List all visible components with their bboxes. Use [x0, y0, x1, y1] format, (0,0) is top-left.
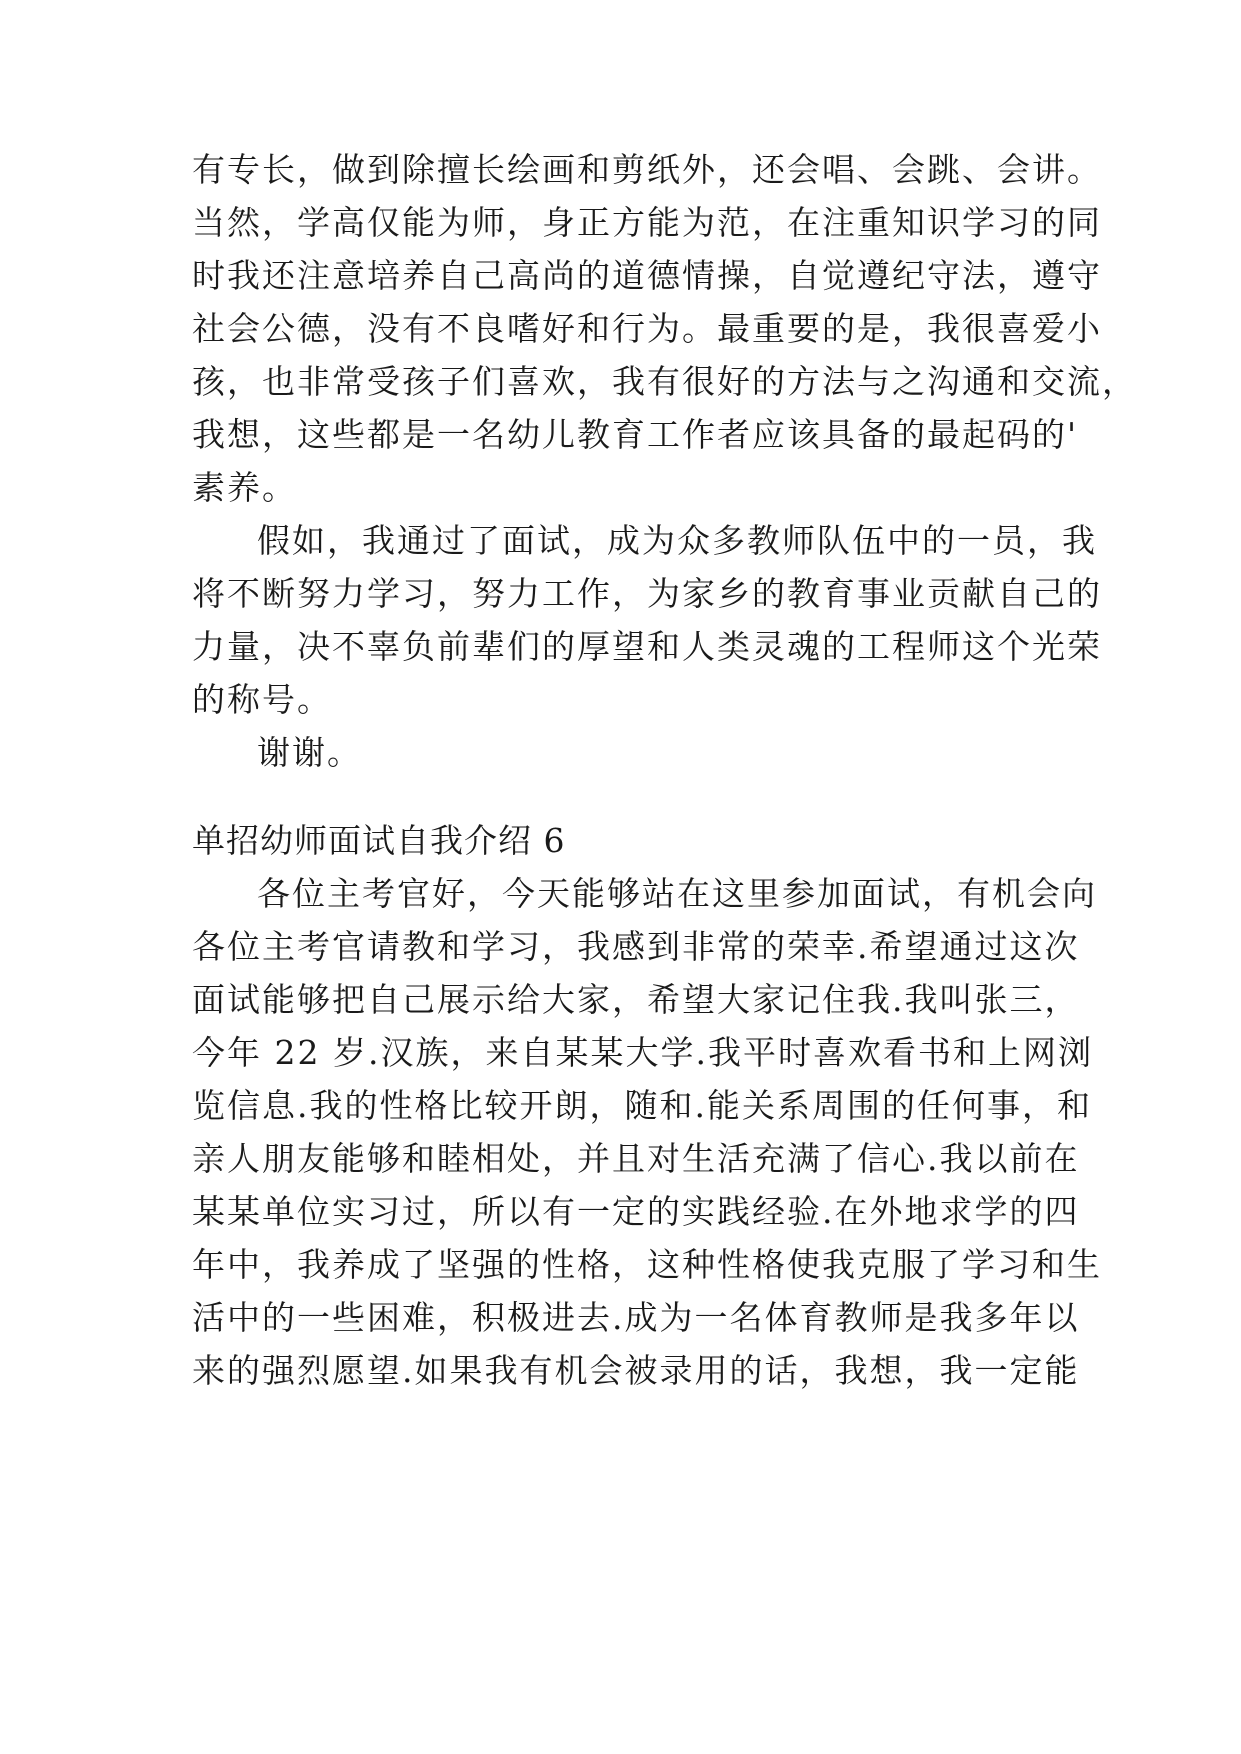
paragraph-line: 时我还注意培养自己高尚的道德情操，自觉遵纪守法，遵守: [192, 256, 1102, 295]
paragraph-line: 面试能够把自己展示给大家，希望大家记住我.我叫张三，: [192, 980, 1080, 1019]
paragraph-line: 有专长，做到除擅长绘画和剪纸外，还会唱、会跳、会讲。: [192, 150, 1102, 189]
paragraph-line: 素养。: [192, 468, 297, 507]
paragraph-line: 亲人朋友能够和睦相处，并且对生活充满了信心.我以前在: [192, 1139, 1080, 1178]
paragraph-line: 各位主考官好，今天能够站在这里参加面试，有机会向: [257, 874, 1097, 913]
paragraph-line: 社会公德，没有不良嗜好和行为。最重要的是，我很喜爱小: [192, 309, 1102, 348]
paragraph-line: 当然，学高仅能为师，身正方能为范，在注重知识学习的同: [192, 203, 1102, 242]
paragraph-line: 今年 22 岁.汉族，来自某某大学.我平时喜欢看书和上网浏: [192, 1033, 1093, 1072]
paragraph-line: 力量，决不辜负前辈们的厚望和人类灵魂的工程师这个光荣: [192, 627, 1102, 666]
paragraph-line: 各位主考官请教和学习，我感到非常的荣幸.希望通过这次: [192, 927, 1080, 966]
section-heading: 单招幼师面试自我介绍 6: [192, 821, 566, 860]
paragraph-line: 年中，我养成了坚强的性格，这种性格使我克服了学习和生: [192, 1245, 1102, 1284]
paragraph-line: 将不断努力学习，努力工作，为家乡的教育事业贡献自己的: [192, 574, 1102, 613]
paragraph-line: 的称号。: [192, 680, 332, 719]
paragraph-line: 某某单位实习过，所以有一定的实践经验.在外地求学的四: [192, 1192, 1080, 1231]
paragraph-line: 假如，我通过了面试，成为众多教师队伍中的一员，我: [257, 521, 1097, 560]
paragraph-line: 活中的一些困难，积极进去.成为一名体育教师是我多年以: [192, 1298, 1080, 1337]
paragraph-line: 我想，这些都是一名幼儿教育工作者应该具备的最起码的': [192, 415, 1079, 454]
paragraph-line: 览信息.我的性格比较开朗，随和.能关系周围的任何事，和: [192, 1086, 1092, 1125]
paragraph-line: 来的强烈愿望.如果我有机会被录用的话，我想，我一定能: [192, 1351, 1080, 1390]
paragraph-line: 孩，也非常受孩子们喜欢，我有很好的方法与之沟通和交流，: [192, 362, 1137, 401]
paragraph-line: 谢谢。: [257, 733, 362, 772]
